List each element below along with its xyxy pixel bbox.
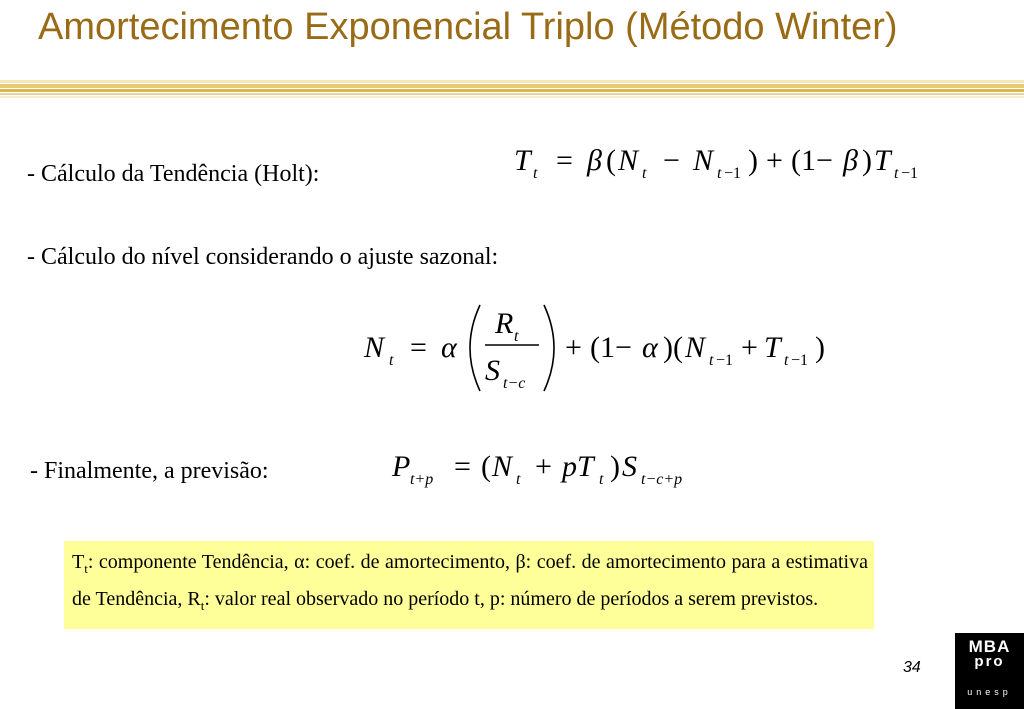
svg-text:T: T bbox=[874, 144, 891, 177]
logo-line-3: unesp bbox=[967, 687, 1012, 697]
trend-formula bbox=[508, 138, 948, 194]
forecast-formula bbox=[386, 446, 716, 494]
svg-text:t: t bbox=[514, 328, 519, 345]
svg-text:T: T bbox=[514, 144, 531, 177]
slide-title: Amortecimento Exponencial Triplo (Método Winter) bbox=[38, 6, 898, 48]
svg-text:t: t bbox=[533, 165, 538, 182]
svg-text:R: R bbox=[495, 307, 514, 340]
svg-text:−: − bbox=[663, 144, 680, 177]
svg-text:N: N bbox=[685, 331, 706, 364]
svg-text:+: + bbox=[741, 331, 758, 364]
svg-text:=: = bbox=[454, 450, 471, 483]
logo-line-2: pro bbox=[974, 653, 1005, 670]
note-T-sub: t bbox=[84, 561, 88, 576]
svg-text:P: P bbox=[392, 450, 411, 483]
svg-text:+: + bbox=[535, 450, 552, 483]
page-number: 34 bbox=[903, 659, 921, 676]
svg-text:(: ( bbox=[481, 450, 491, 483]
trend-label: - Cálculo da Tendência (Holt): bbox=[27, 161, 320, 187]
svg-text:): ) bbox=[610, 450, 620, 483]
note-R-sub: t bbox=[200, 598, 205, 613]
svg-text:N: N bbox=[492, 450, 513, 483]
mba-pro-unesp-logo bbox=[955, 633, 1024, 709]
svg-text:S: S bbox=[622, 450, 637, 483]
logo-line-1: MBA bbox=[968, 637, 1011, 656]
svg-text:t−c+p: t−c+p bbox=[641, 471, 683, 488]
svg-text:−1: −1 bbox=[901, 165, 919, 182]
svg-text:−1: −1 bbox=[791, 352, 809, 369]
svg-text:−1: −1 bbox=[716, 352, 734, 369]
svg-text:t: t bbox=[389, 352, 394, 369]
svg-text:t: t bbox=[784, 352, 789, 369]
svg-text:): ) bbox=[815, 331, 825, 364]
svg-text:t: t bbox=[516, 471, 521, 488]
svg-text:(: ( bbox=[606, 144, 616, 177]
svg-text:t: t bbox=[894, 165, 899, 182]
svg-text:N: N bbox=[618, 144, 639, 177]
definitions-note bbox=[64, 541, 874, 629]
svg-text:t−c: t−c bbox=[503, 375, 526, 392]
svg-text:=: = bbox=[556, 144, 573, 177]
svg-text:T: T bbox=[764, 331, 781, 364]
svg-text:N: N bbox=[693, 144, 714, 177]
svg-text:t: t bbox=[642, 165, 647, 182]
svg-text:=: = bbox=[410, 331, 427, 364]
svg-text:−1: −1 bbox=[724, 165, 742, 182]
svg-text:t: t bbox=[599, 471, 604, 488]
note-T: T bbox=[72, 551, 85, 573]
note-part1: : componente Tendência, α: coef. de amortecimento, β: coef. de amortecimento para a estimativa de Tendência, R bbox=[72, 551, 868, 610]
svg-text:t+p: t+p bbox=[410, 471, 434, 488]
svg-text:α: α bbox=[441, 331, 457, 364]
svg-text:β: β bbox=[843, 144, 858, 177]
svg-text:(1−: (1− bbox=[791, 144, 833, 177]
svg-text:+: + bbox=[766, 144, 783, 177]
svg-text:α: α bbox=[642, 331, 658, 364]
svg-text:(1−: (1− bbox=[590, 331, 632, 364]
svg-text:pT: pT bbox=[562, 450, 594, 483]
level-label: - Cálculo do nível considerando o ajuste sazonal: bbox=[27, 244, 499, 270]
svg-text:t: t bbox=[709, 352, 714, 369]
svg-text:): ) bbox=[862, 144, 872, 177]
svg-text:t: t bbox=[717, 165, 722, 182]
note-part2: : valor real observado no período t, p: número de períodos a serem previstos. bbox=[204, 588, 819, 610]
svg-text:+: + bbox=[565, 331, 582, 364]
level-formula bbox=[358, 295, 868, 401]
svg-text:N: N bbox=[364, 331, 385, 364]
forecast-label: - Finalmente, a previsão: bbox=[30, 458, 269, 484]
svg-text:)(: )( bbox=[663, 331, 683, 364]
title-divider bbox=[0, 80, 1024, 100]
svg-text:S: S bbox=[485, 354, 500, 387]
svg-text:): ) bbox=[748, 144, 758, 177]
svg-text:β: β bbox=[587, 144, 602, 177]
